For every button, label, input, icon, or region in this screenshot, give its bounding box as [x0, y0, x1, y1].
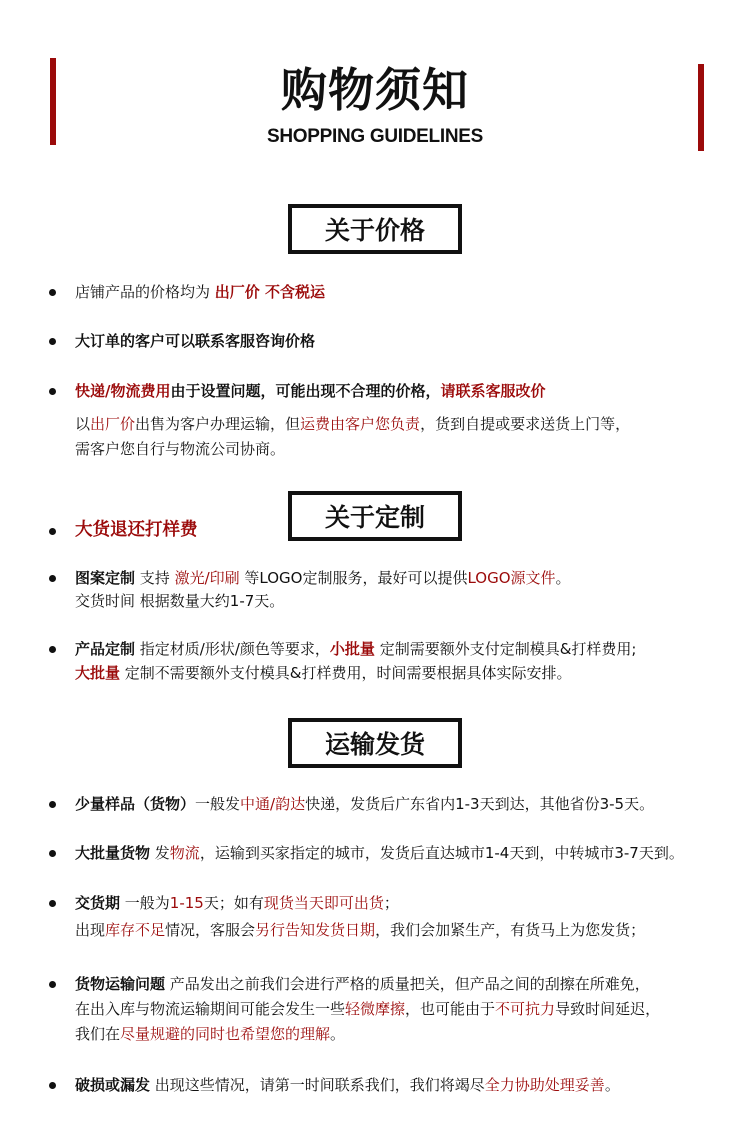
body-text: 交货期 — [75, 894, 121, 912]
body-text: 由于设置问题，可能出现不合理的价格， — [170, 382, 441, 400]
highlight-text: 运费由客户您负责 — [300, 415, 421, 433]
list-item — [75, 637, 636, 662]
continuation-line — [75, 412, 630, 437]
highlight-text: 全力协助处理妥善 — [484, 1076, 605, 1094]
highlight-text: 激光/印刷 — [174, 569, 240, 587]
highlight-text: 中通/韵达 — [240, 795, 306, 813]
highlight-text: 大批量 — [75, 664, 121, 682]
list-item — [75, 792, 654, 817]
body-text: 少量样品（货物） — [75, 795, 196, 813]
continuation-line — [75, 661, 571, 686]
highlight-text: LOGO源文件 — [467, 569, 556, 587]
list-item-continuation — [75, 997, 660, 1047]
bullet-icon — [49, 981, 56, 988]
body-text: 出现 — [75, 921, 106, 939]
highlight-text: 请联系客服改价 — [440, 382, 546, 400]
highlight-text: 另行告知发货日期 — [255, 921, 376, 939]
body-text: 货物运输问题 — [75, 975, 166, 993]
bullet-icon — [49, 575, 56, 582]
body-text: 以 — [75, 415, 91, 433]
body-text: 天；如有 — [203, 894, 264, 912]
list-item-continuation — [75, 589, 284, 614]
body-text: ，货到自提或要求送货上门等， — [420, 415, 631, 433]
highlight-text: 轻微摩擦 — [345, 1000, 406, 1018]
section-heading-customization: 关于定制 — [288, 491, 462, 541]
body-text: 定制需要额外支付定制模具&打样费用; — [374, 640, 637, 658]
body-text: 一般发 — [195, 795, 241, 813]
list-item-continuation — [75, 661, 571, 686]
body-text: 导致时间延迟， — [555, 1000, 661, 1018]
body-text: 我们在 — [75, 1025, 121, 1043]
body-text: 。 — [604, 1076, 620, 1094]
body-text: 定制不需要额外支付模具&打样费用，时间需要根据具体实际安排。 — [120, 664, 572, 682]
highlight-text: 大货退还打样费 — [75, 520, 198, 540]
body-text: ，运输到买家指定的城市，发货后直达城市1-4天到，中转城市3-7天到。 — [199, 844, 684, 862]
body-text: ； — [383, 894, 399, 912]
bullet-icon — [49, 646, 56, 653]
body-text: 需客户您自行与物流公司协商。 — [75, 440, 286, 458]
highlight-text: 小批量 — [329, 640, 375, 658]
bullet-icon — [49, 388, 56, 395]
list-item — [75, 379, 546, 404]
body-text: 在出入库与物流运输期间可能会发生一些 — [75, 1000, 346, 1018]
list-item-continuation — [75, 412, 630, 462]
body-text: 支持 — [135, 569, 175, 587]
body-text: 破损或漏发 — [75, 1076, 151, 1094]
body-text: 大订单的客户可以联系客服咨询价格 — [75, 332, 316, 350]
body-text: 。 — [330, 1025, 346, 1043]
bullet-icon — [49, 338, 56, 345]
section-heading-shipping: 运输发货 — [288, 718, 462, 768]
body-text: ，我们会加紧生产，有货马上为您发货； — [375, 921, 646, 939]
body-text: 出现这些情况，请第一时间联系我们，我们将竭尽 — [150, 1076, 485, 1094]
highlight-text: 不可抗力 — [495, 1000, 556, 1018]
body-text: 指定材质/形状/颜色等要求， — [135, 640, 330, 658]
highlight-text: 1-15 — [169, 894, 204, 912]
continuation-line — [75, 437, 630, 462]
body-text: 产品定制 — [75, 640, 136, 658]
body-text: 。 — [555, 569, 571, 587]
list-item — [75, 566, 571, 591]
bullet-icon — [49, 528, 56, 535]
body-text: 等LOGO定制服务，最好可以提供 — [239, 569, 468, 587]
continuation-line — [75, 997, 660, 1022]
bullet-icon — [49, 900, 56, 907]
highlight-text: 物流 — [169, 844, 200, 862]
highlight-text: 尽量规避的同时也希望您的理解 — [120, 1025, 331, 1043]
list-item-continuation — [75, 918, 645, 943]
highlight-text: 出厂价 不含税运 — [214, 283, 326, 301]
continuation-line — [75, 1022, 660, 1047]
body-text: 出售为客户办理运输，但 — [135, 415, 301, 433]
body-text: 店铺产品的价格均为 — [75, 283, 215, 301]
continuation-line — [75, 918, 645, 943]
body-text: 发 — [150, 844, 170, 862]
body-text: 快递，发货后广东省内1-3天到达，其他省份3-5天。 — [305, 795, 655, 813]
continuation-line — [75, 589, 284, 614]
list-item — [75, 329, 315, 354]
body-text: 图案定制 — [75, 569, 136, 587]
body-text: 大批量货物 — [75, 844, 151, 862]
section-heading-pricing: 关于价格 — [288, 204, 462, 254]
page-subtitle: SHOPPING GUIDELINES — [266, 126, 483, 147]
list-item — [75, 518, 198, 543]
page-title: 购物须知 — [281, 63, 469, 117]
highlight-text: 库存不足 — [105, 921, 166, 939]
list-item — [75, 972, 650, 997]
body-text: 情况，客服会 — [165, 921, 256, 939]
bullet-icon — [49, 850, 56, 857]
list-item — [75, 280, 325, 305]
body-text: 产品发出之前我们会进行严格的质量把关，但产品之间的刮擦在所难免， — [165, 975, 650, 993]
bullet-icon — [49, 1082, 56, 1089]
list-item — [75, 1073, 620, 1098]
body-text: 一般为 — [120, 894, 170, 912]
body-text: 交货时间 根据数量大约1-7天。 — [75, 592, 285, 610]
highlight-text: 出厂价 — [90, 415, 136, 433]
body-text: ，也可能由于 — [405, 1000, 496, 1018]
bullet-icon — [49, 801, 56, 808]
list-item — [75, 891, 399, 916]
highlight-text: 快递/物流费用 — [75, 382, 171, 400]
list-item — [75, 841, 684, 866]
highlight-text: 现货当天即可出货 — [263, 894, 384, 912]
bullet-icon — [49, 289, 56, 296]
